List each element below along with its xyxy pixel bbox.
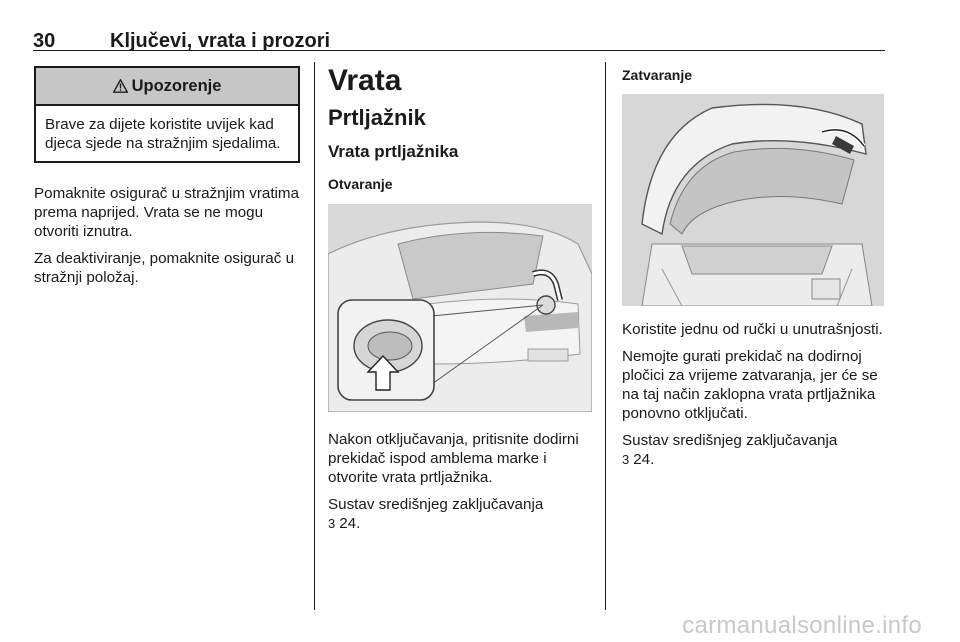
subtopic-heading-otvaranje: Otvaranje bbox=[328, 176, 393, 192]
topic-heading-vrata-prtljaznika: Vrata prtljažnika bbox=[328, 142, 459, 161]
paragraph-central-locking-reference-right bbox=[622, 431, 888, 469]
paragraph-deactivate: Za deaktiviranje, pomaknite osigurač u stražnji položaj. bbox=[34, 250, 295, 286]
warning-box bbox=[34, 66, 300, 163]
warning-text: Brave za dijete koristite uvijek kad djeca sjede na stražnjim sjedalima. bbox=[45, 116, 281, 152]
reference-page-right: 24. bbox=[633, 451, 655, 468]
page-header bbox=[33, 30, 885, 52]
warning-header bbox=[36, 68, 298, 106]
tailgate-opening-illustration bbox=[328, 204, 592, 412]
column-divider-left bbox=[314, 62, 315, 610]
paragraph-closing-handles: Koristite jednu od ručki u unutrašnjosti. bbox=[622, 321, 883, 338]
paragraph-opening-instructions: Nakon otključavanja, pritisnite dodirni prekidač ispod amblema marke i otvorite vrata prtljažnika. bbox=[328, 431, 579, 486]
paragraph-child-lock: Pomaknite osigurač u stražnjim vratima prema naprijed. Vrata se ne mogu otvoriti iznutra. bbox=[34, 185, 300, 240]
tailgate-closing-illustration bbox=[622, 94, 884, 306]
right-column-text bbox=[622, 320, 888, 469]
paragraph-closing-warning: Nemojte gurati prekidač na dodirnoj pločici za vrijeme zatvaranja, jer će se na taj način zaklopna vrata prtljažnika ponovno otključati. bbox=[622, 348, 878, 422]
page-reference-icon-right: 3 bbox=[622, 452, 630, 467]
column-divider-right bbox=[605, 62, 606, 610]
subtopic-heading-zatvaranje: Zatvaranje bbox=[622, 67, 693, 83]
header-rule bbox=[33, 50, 885, 51]
reference-text: Sustav središnjeg zaključavanja bbox=[328, 496, 544, 513]
middle-column-text bbox=[328, 430, 598, 533]
page-reference-icon: 3 bbox=[328, 516, 336, 531]
reference-page: 24. bbox=[339, 515, 361, 532]
chapter-title: Ključevi, vrata i prozori bbox=[110, 30, 331, 52]
watermark: carmanualsonline.info bbox=[682, 612, 922, 639]
reference-text-right: Sustav središnjeg zaključavanja bbox=[622, 432, 838, 449]
warning-triangle-icon bbox=[113, 79, 128, 93]
warning-title: Upozorenje bbox=[131, 76, 222, 95]
paragraph-central-locking-reference bbox=[328, 495, 598, 533]
section-heading-vrata: Vrata bbox=[328, 64, 402, 97]
subsection-heading-prtljaznik: Prtljažnik bbox=[328, 105, 426, 130]
left-column-text bbox=[34, 184, 306, 287]
page-number: 30 bbox=[33, 30, 56, 52]
